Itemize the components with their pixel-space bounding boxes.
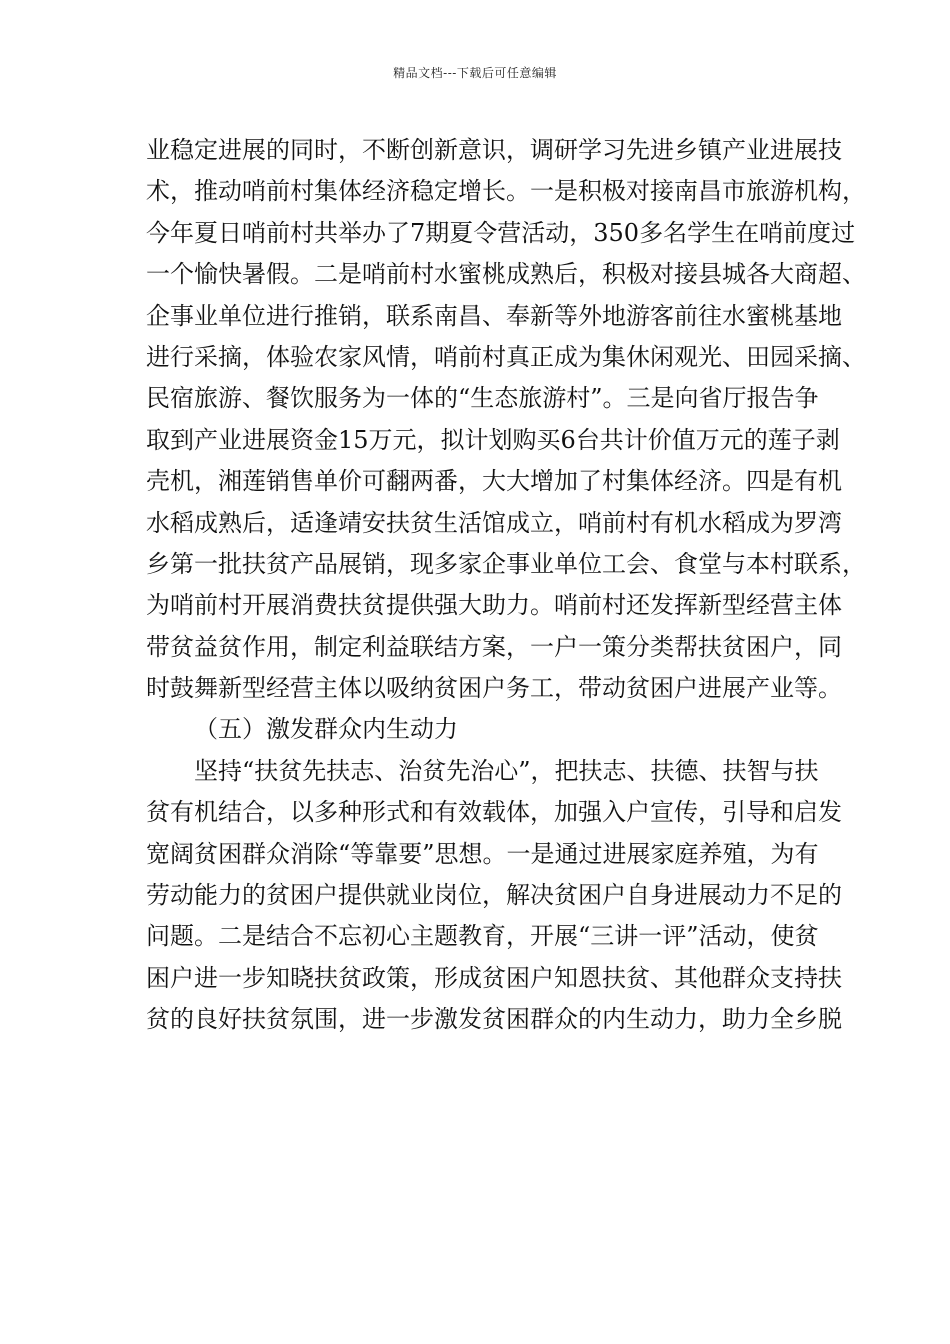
text-line: 时鼓舞新型经营主体以吸纳贫困户务工，带动贫困户进展产业等。 [146,674,842,703]
text-line: 劳动能力的贫困户提供就业岗位，解决贫困户自身进展动力不足的 [146,881,842,910]
text-line: 水稻成熟后，适逢靖安扶贫生活馆成立，哨前村有机水稻成为罗湾 [146,508,842,537]
text-line: 问题。二是结合不忘初心主题教育，开展“三讲一评”活动，使贫 [146,922,819,951]
document-body [146,130,866,1041]
text-line: 进行采摘，体验农家风情，哨前村真正成为集休闲观光、田园采摘、 [146,342,866,371]
text-line: 企事业单位进行推销，联系南昌、奉新等外地游客前往水蜜桃基地 [146,301,842,330]
text-line: 带贫益贫作用，制定利益联结方案，一户一策分类帮扶贫困户，同 [146,632,842,661]
text-line: 为哨前村开展消费扶贫提供强大助力。哨前村还发挥新型经营主体 [146,591,842,620]
text-line: 坚持“扶贫先扶志、治贫先治心”，把扶志、扶德、扶智与扶 [194,756,819,785]
text-line: 宽阔贫困群众消除“等靠要”思想。一是通过进展家庭养殖，为有 [146,839,819,868]
paragraph-1 [146,130,866,709]
text-line: 今年夏日哨前村共举办了7期夏令营活动，350多名学生在哨前度过 [146,218,856,247]
paragraph-2 [146,751,842,1041]
text-line: 取到产业进展资金15万元，拟计划购买6台共计价值万元的莲子剥 [146,425,840,454]
text-line: 乡第一批扶贫产品展销，现多家企事业单位工会、食堂与本村联系， [146,549,866,578]
page-header: 精品文档---下载后可任意编辑 [393,66,557,80]
text-line: 贫的良好扶贫氛围，进一步激发贫困群众的内生动力，助力全乡脱 [146,1005,842,1034]
text-line: 民宿旅游、餐饮服务为一体的“生态旅游村”。三是向省厅报告争 [146,384,819,413]
text-line: 壳机，湘莲销售单价可翻两番，大大增加了村集体经济。四是有机 [146,467,842,496]
section-heading: （五）激发群众内生动力 [194,715,458,744]
text-line: 一个愉快暑假。二是哨前村水蜜桃成熟后，积极对接县城各大商超、 [146,260,866,289]
text-line: 业稳定进展的同时，不断创新意识，调研学习先进乡镇产业进展技 [146,136,842,164]
text-line: 术，推动哨前村集体经济稳定增长。一是积极对接南昌市旅游机构， [146,177,866,206]
text-line: 贫有机结合，以多种形式和有效载体，加强入户宣传，引导和启发 [146,798,842,827]
text-line: 困户进一步知晓扶贫政策，形成贫困户知恩扶贫、其他群众支持扶 [146,963,842,992]
